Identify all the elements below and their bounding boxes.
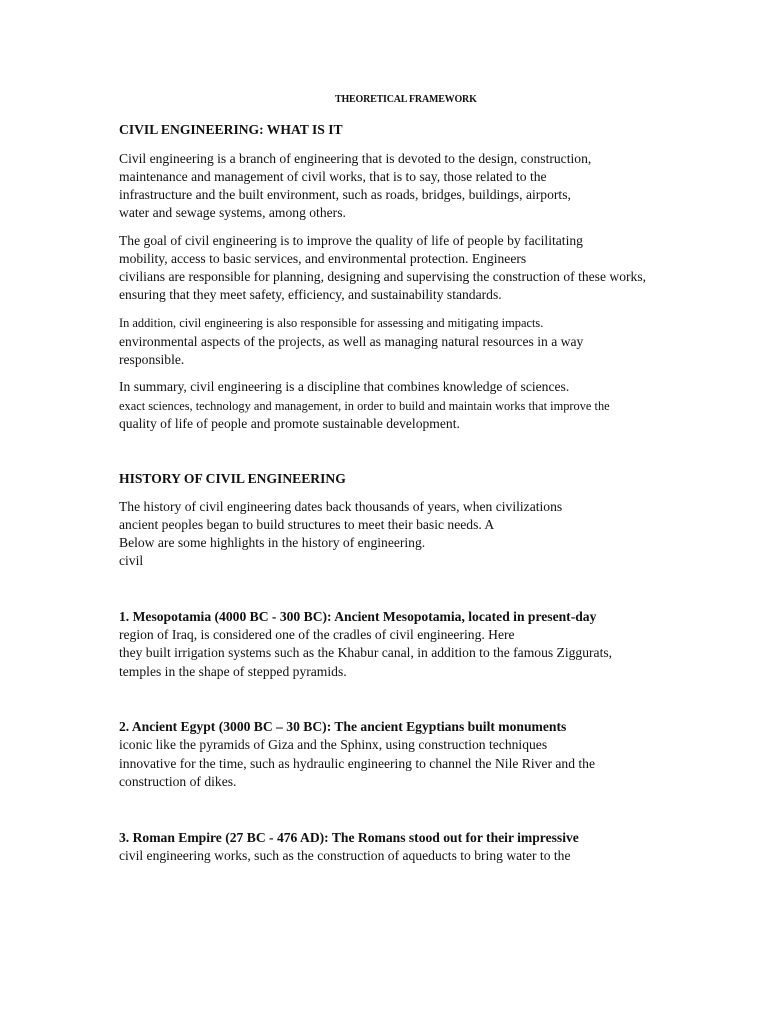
paragraph-line: environmental aspects of the projects, as well as managing natural resources in a way [119, 334, 584, 349]
paragraph-line: The goal of civil engineering is to improve the quality of life of people by facilitating [119, 233, 583, 248]
paragraph-line: water and sewage systems, among others. [119, 205, 346, 220]
history-item-heading: 3. Roman Empire (27 BC - 476 AD): The Romans stood out for their impressive [119, 830, 579, 845]
paragraph-line: Civil engineering is a branch of engineering that is devoted to the design, construction, [119, 151, 592, 166]
paragraph-line: they built irrigation systems such as the Khabur canal, in addition to the famous Ziggurats, [119, 645, 613, 660]
paragraph-line: Below are some highlights in the history of engineering. [119, 535, 426, 550]
paragraph-line: civil [119, 553, 144, 568]
paragraph-line: innovative for the time, such as hydraulic engineering to channel the Nile River and the [119, 756, 596, 771]
paragraph-line: ensuring that they meet safety, efficiency, and sustainability standards. [119, 287, 502, 302]
history-item-heading: 1. Mesopotamia (4000 BC - 300 BC): Ancient Mesopotamia, located in present-day [119, 609, 597, 624]
paragraph-line: maintenance and management of civil works, that is to say, those related to the [119, 169, 547, 184]
paragraph-line: ancient peoples began to build structures to meet their basic needs. A [119, 517, 495, 532]
paragraph-line: responsible. [119, 352, 185, 367]
paragraph-line: iconic like the pyramids of Giza and the Sphinx, using construction techniques [119, 737, 548, 752]
paragraph-line: region of Iraq, is considered one of the cradles of civil engineering. Here [119, 627, 515, 642]
section-heading-what-is: CIVIL ENGINEERING: WHAT IS IT [119, 122, 343, 137]
paragraph-line: The history of civil engineering dates back thousands of years, when civilizations [119, 499, 563, 514]
paragraph-line: temples in the shape of stepped pyramids. [119, 664, 347, 679]
paragraph-line: quality of life of people and promote sustainable development. [119, 416, 460, 431]
section-heading-history: HISTORY OF CIVIL ENGINEERING [119, 471, 346, 486]
paragraph-line: In addition, civil engineering is also responsible for assessing and mitigating impacts. [119, 316, 544, 330]
paragraph-line: construction of dikes. [119, 774, 237, 789]
paragraph-line: civilians are responsible for planning, designing and supervising the construction of these works, [119, 269, 647, 284]
paragraph-line: In summary, civil engineering is a discipline that combines knowledge of sciences. [119, 379, 570, 394]
paragraph-line: civil engineering works, such as the construction of aqueducts to bring water to the [119, 848, 571, 863]
paragraph-line: infrastructure and the built environment, such as roads, bridges, buildings, airports, [119, 187, 571, 202]
paragraph-line: mobility, access to basic services, and environmental protection. Engineers [119, 251, 527, 266]
paragraph-line: exact sciences, technology and management, in order to build and maintain works that improve the [119, 399, 610, 413]
history-item-heading: 2. Ancient Egypt (3000 BC – 30 BC): The ancient Egyptians built monuments [119, 719, 567, 734]
page-title: THEORETICAL FRAMEWORK [335, 94, 477, 105]
